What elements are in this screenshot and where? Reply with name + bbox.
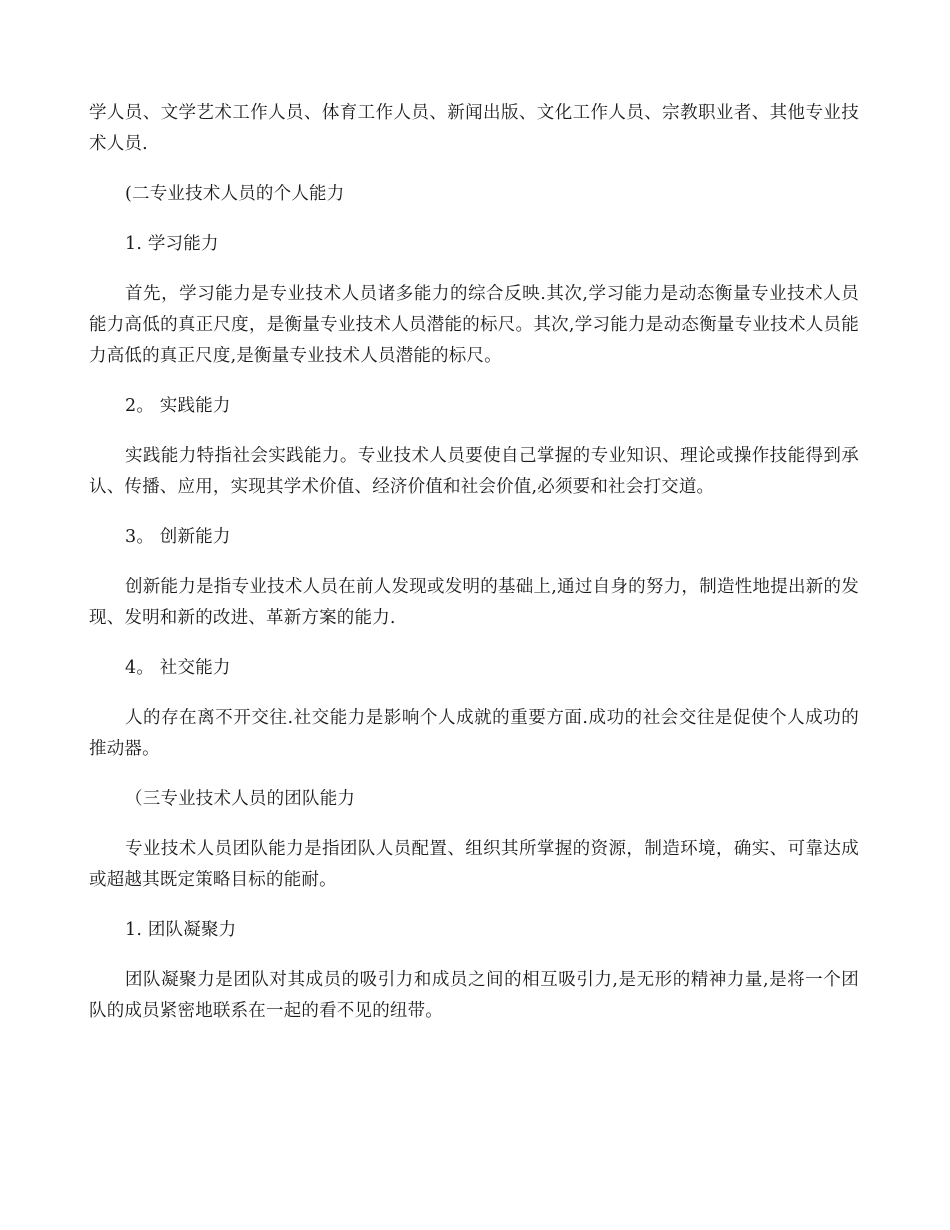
section-heading-team-ability: （三专业技术人员的团队能力 [125, 789, 356, 809]
subheading-innovation-ability: 3。 创新能力 [125, 527, 231, 547]
paragraph-social-ability: 人的存在离不开交往.社交能力是影响个人成就的重要方面.成功的社会交往是促使个人成功的推动器。 [89, 708, 859, 759]
document-body [89, 98, 859, 1046]
section-heading-personal-ability: (二专业技术人员的个人能力 [125, 184, 345, 204]
subheading-social-ability: 4。 社交能力 [125, 658, 231, 678]
paragraph-team-ability: 专业技术人员团队能力是指团队人员配置、组织其所掌握的资源，制造环境，确实、可靠达成或超越其既定策略目标的能耐。 [89, 839, 859, 890]
paragraph-practice-ability: 实践能力特指社会实践能力。专业技术人员要使自己掌握的专业知识、理论或操作技能得到承认、传播、应用，实现其学术价值、经济价值和社会价值,必须要和社会打交道。 [89, 446, 859, 497]
subheading-learning-ability: 1. 学习能力 [125, 234, 219, 254]
paragraph-occupation-list: 学人员、文学艺术工作人员、体育工作人员、新闻出版、文化工作人员、宗教职业者、其他专业技术人员. [89, 103, 859, 154]
paragraph-innovation-ability: 创新能力是指专业技术人员在前人发现或发明的基础上,通过自身的努力，制造性地提出新的发现、发明和新的改进、革新方案的能力. [89, 577, 859, 628]
subheading-practice-ability: 2。 实践能力 [125, 396, 231, 416]
paragraph-team-cohesion: 团队凝聚力是团队对其成员的吸引力和成员之间的相互吸引力,是无形的精神力量,是将一个团队的成员紧密地联系在一起的看不见的纽带。 [89, 970, 859, 1021]
paragraph-learning-ability: 首先，学习能力是专业技术人员诸多能力的综合反映.其次,学习能力是动态衡量专业技术人员能力高低的真正尺度，是衡量专业技术人员潜能的标尺。其次,学习能力是动态衡量专业技术人员能力高低的真正尺度,是衡量专业技术人员潜能的标尺。 [89, 284, 859, 366]
subheading-team-cohesion: 1. 团队凝聚力 [125, 920, 237, 940]
